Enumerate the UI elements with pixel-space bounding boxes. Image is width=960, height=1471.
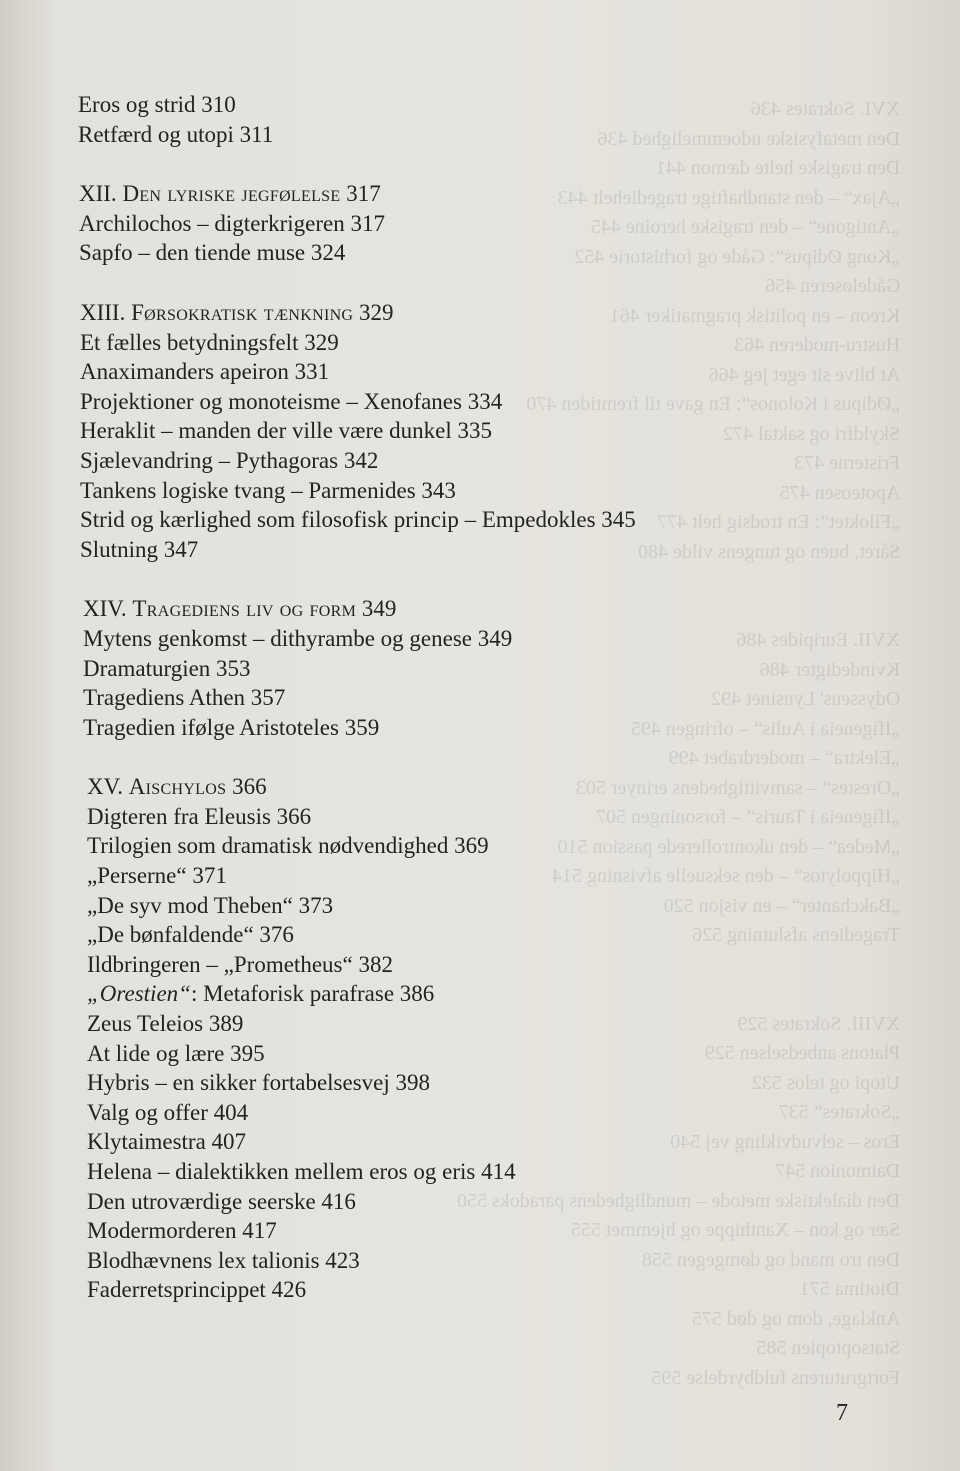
chapter-number: XIII. [80,299,126,325]
chapter-heading [79,179,636,209]
toc-entry: Trilogien som dramatisk nødvendighed 369 [87,833,489,859]
toc-entry: Klytaimestra 407 [87,1129,247,1155]
toc-entry: Tragedien ifølge Aristoteles 359 [83,714,380,740]
chapter-heading [83,594,636,624]
toc-intro-section [78,90,636,149]
toc-chapter-xv [78,772,636,1305]
toc-entry: „De bønfaldende“ 376 [87,922,294,948]
toc-entry: Modermorderen 417 [87,1218,277,1244]
toc-entry: Dramaturgien 353 [83,655,251,681]
toc-entry: Blodhævnens lex talionis 423 [87,1247,360,1273]
toc-chapter-xiv [78,594,636,742]
chapter-number: XIV. [83,596,127,622]
toc-entry: Den utroværdige seerske 416 [87,1188,356,1214]
toc-chapter-xii [78,179,636,268]
toc-entry: Sapfo – den tiende muse 324 [79,240,346,266]
chapter-title: Førsokratisk tænkning [131,299,354,325]
chapter-heading [80,298,636,328]
chapter-heading [87,772,636,802]
toc-entry: Valg og offer 404 [87,1099,249,1125]
toc-entry: „Perserne“ 371 [87,863,227,889]
toc-entry: Heraklit – manden der ville være dunkel 335 [80,418,492,444]
chapter-title: Tragediens liv og form [132,596,357,622]
toc-entry-rest: : Metaforisk parafrase 386 [190,981,435,1007]
toc-entry: At lide og lære 395 [87,1040,265,1066]
toc-entry: Slutning 347 [80,536,199,562]
toc-entry: Mytens genkomst – dithyrambe og genese 349 [83,625,513,651]
toc-entry: Et fælles betydningsfelt 329 [80,329,339,355]
toc-entry-italic-title: „Orestien“ [87,981,191,1007]
toc-entry: Archilochos – digterkrigeren 317 [79,210,385,236]
toc-entry: Anaximanders apeiron 331 [80,359,330,385]
toc-chapter-xiii [78,298,636,564]
chapter-number: XII. [79,181,117,207]
toc-entry: Ildbringeren – „Prometheus“ 382 [87,951,393,977]
toc-entry: Faderretsprincippet 426 [87,1277,307,1303]
toc-entry: Tankens logiske tvang – Parmenides 343 [80,477,456,503]
chapter-page: 349 [361,596,397,622]
chapter-number: XV. [87,774,124,800]
toc-entry: Hybris – en sikker fortabelsesvej 398 [87,1070,431,1096]
toc-entry: Projektioner og monoteisme – Xenofanes 334 [80,388,503,414]
bleed-through-text: XVI. Sokrates 436 Den metafysiske udoemmelighed 436 Den tragiske helte dæmon 441 „Ajax“ – den standhaftige tragediehelt 443 „Antigone“ – den tragiske heroine 445 „Kong Ødipus“: Gåde og forhistorie 452 Gådeløseren 456 Kreon – en politisk pragmatiker 461 Hustru-moderen 463 At blive sit eget jeg 466 „Ødipus i Kolonos“: En gave til fremtiden 470 Skyldfri og saktal 472 Fristerne 473 Apoteosen 475 „Filoktet“: En trodsig helt 477 Såret, buen og tungens vilde 480 XVII. Euripides 486 Kvindedigter 486 Odysseus' Lynsinet 492 „Ifigeneia i Aulis“ – ofringen 495 „Elektra“ – moderdrabet 499 „Orestes“ – samvittighedens erinyer 503 „Ifigeneia i Tauris“ – forsoningen 507 „Medea“ – den ukontrollerede passion 510 „Hippolytos“ – den seksuelle afvisning 514 „Bakchanter“ – en visjon 520 Tragediens afslutning 526 XVIII. Sokrates 529 Platons anbedselsen 529 Utopi og telos 532 „Sokrates“ 537 Eros – selvudvikling vej 540 Daimonion 547 Den dialektiske metode – mundlighedens paradoks 550 Sær og kon – Xanthippe og hjemmet 555 Den tro mand og dømgegen 558 Diotima 571 Anklage, dom og død 575 Statsoptopien 585 Fortgruturens fuldbyrdelse 595 [456,98,900,1389]
toc-entry: Retfærd og utopi 311 [78,121,274,147]
chapter-page: 366 [232,774,267,800]
chapter-title: Den lyriske jegfølelse [122,181,341,207]
table-of-contents [78,90,636,1335]
toc-entry: „De syv mod Theben“ 373 [87,892,334,918]
chapter-page: 329 [359,299,394,325]
toc-entry: Sjælevandring – Pythagoras 342 [80,447,379,473]
toc-entry: Strid og kærlighed som filosofisk princip – Empedokles 345 [80,507,636,533]
toc-entry: Helena – dialektikken mellem eros og eris 414 [87,1159,516,1184]
chapter-page: 317 [346,181,381,207]
toc-entry: Digteren fra Eleusis 366 [87,803,312,829]
toc-entry: Tragediens Athen 357 [83,685,286,711]
toc-entry: Eros og strid 310 [78,92,236,117]
page-number: 7 [836,1400,848,1426]
chapter-title: Aischylos [128,774,227,800]
toc-entry [87,979,636,1009]
toc-entry: Zeus Teleios 389 [87,1011,244,1037]
